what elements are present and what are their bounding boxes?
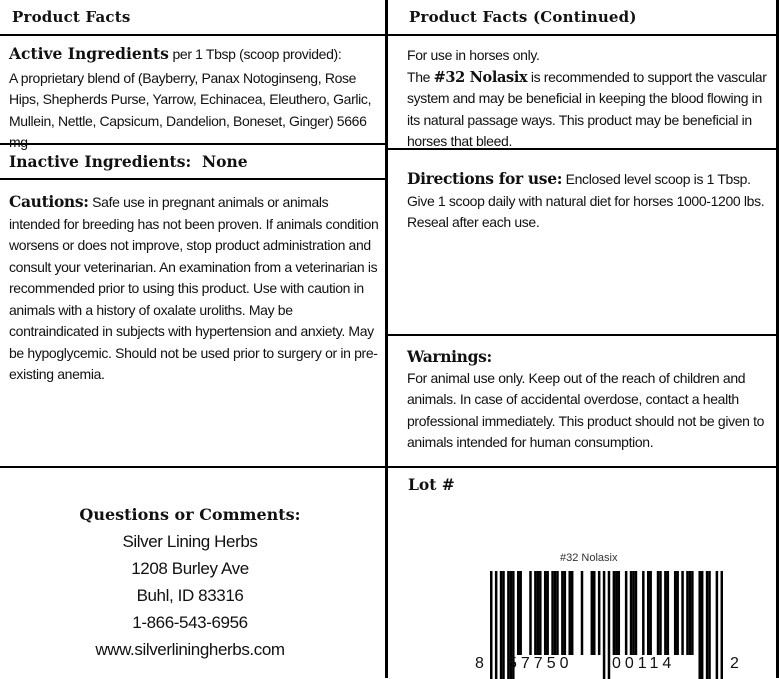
warnings-heading: Warnings: [407,347,492,366]
barcode-bar [534,571,537,655]
cautions-section [9,191,379,386]
barcode-bar [649,571,652,655]
barcode-bar [632,571,635,655]
barcode-bar [681,571,684,655]
barcode-bar [686,571,689,655]
use-section [407,45,769,153]
active-ingredients-dose: per 1 Tbsp (scoop provided): [168,46,342,62]
header-rule-left [0,34,386,36]
contact-heading: Questions or Comments: [79,505,301,524]
barcode-bar [618,571,621,655]
use-description: is recommended to support the vascular system and may be beneficial in keeping the blood flowing in its natural passage ways. This product may be beneficial in horses that bleed. [407,68,767,149]
barcode-bar [635,571,638,655]
barcode-right-group: 00114 [612,655,676,672]
phone-number: 1-866-543-6956 [132,613,248,632]
active-ingredients-text: A proprietary blend of (Bayberry, Panax Notoginseng, Rose Hips, Shepherds Purse, Yarrow, Echinacea, Eleuthero, Garlic, Mullein, Nettle, Capsicum, Dandelion, Boneset, Ginger) 5666 mg [9,69,372,150]
header-rule-right [386,34,779,36]
barcode-bar [603,571,606,679]
barcode-bar [674,571,677,655]
city-state-zip: Buhl, ID 83316 [136,586,244,605]
barcode-bar [647,571,650,655]
left-header: Product Facts [12,8,131,26]
use-line: For use in horses only. [407,47,540,63]
right-header: Product Facts (Continued) [409,8,637,26]
warnings-section [407,346,769,454]
bottom-section-rule [0,466,779,468]
inactive-ingredients-heading: Inactive Ingredients: None [9,152,248,171]
barcode-bar [630,571,633,655]
barcode-bar [659,571,662,655]
barcode-bar [564,571,567,655]
barcode-bar [539,571,542,655]
barcode-bar [519,571,522,655]
barcode-bar [698,571,701,679]
barcode-bar [664,571,667,655]
barcode-left-group: 57750 [508,655,573,672]
product-name: #32 Nolasix [433,68,528,86]
company-name: Silver Lining Herbs [122,532,258,551]
cautions-text: Safe use in pregnant animals or animals intended for breeding has not been proven. If animals condition worsens or does not improve, stop product administration and consult your veterinarian. An examination from a veterinarian is recommended prior to using this product. Use with caution in animals with a history of oxalate uroliths. May be contraindicated in subjects with hypertension and anxiety. May be hypoglycemic. Should not be used prior to surgery or in pre-existing anemia. [9,194,379,382]
barcode-bar [591,571,594,655]
use-prefix: The [407,68,434,85]
contact-section [0,505,380,663]
directions-section [407,168,769,234]
barcode-bar [561,571,564,655]
directions-section-rule [386,334,779,336]
barcode-bar [625,571,628,655]
directions-text: Enclosed level scoop is 1 Tbsp. Give 1 scoop daily with natural diet for horses 1000-1200 lbs. Reseal after each use. [407,171,765,230]
barcode-bar [691,571,694,655]
barcode-bar [571,571,574,655]
barcode-bar [490,571,493,679]
barcode-bar [708,571,711,679]
cautions-heading: Cautions: [9,192,89,211]
barcode-bar [556,571,559,655]
active-ingredients-heading: Active Ingredients [9,44,169,63]
website: www.silverliningherbs.com [95,640,285,659]
barcode-bar [716,571,719,679]
center-divider [385,0,388,678]
barcode-bar [701,571,704,679]
barcode-bar [667,571,670,655]
street-address: 1208 Burley Ave [131,559,249,578]
barcode-bar [657,571,660,655]
barcode-bar [568,571,571,655]
lot-label: Lot # [408,475,455,494]
barcode-bar [581,571,584,655]
warnings-text: For animal use only. Keep out of the reach of children and animals. In case of accidental overdose, contact a health professional immediately. This product should not be given to animals intended for human consumption. [407,369,765,450]
barcode-bar [546,571,549,655]
barcode-bar [554,571,557,655]
barcode-lead-digit: 8 [475,655,484,672]
barcode-bar [689,571,692,655]
barcode-caption: #32 Nolasix [560,552,618,564]
barcode-bar [551,571,554,655]
barcode-bar [544,571,547,655]
barcode-bar [676,571,679,655]
barcode-bar [500,571,503,679]
barcode-bar [608,571,611,679]
barcode-bar [593,571,596,655]
barcode-bar [537,571,540,655]
barcode-bar [529,571,532,655]
barcode-bar [615,571,618,655]
barcode-bar [706,571,709,679]
barcode-bar [721,571,723,679]
barcode-check-digit: 2 [730,655,739,672]
barcode-bar [502,571,505,679]
barcode-bar [495,571,498,679]
barcode-bar [613,571,616,655]
inactive-section-rule [0,178,386,180]
barcode-bar [598,571,601,655]
directions-heading: Directions for use: [407,169,563,188]
barcode-bar [642,571,645,655]
barcode-bar [517,571,520,655]
active-ingredients-section [9,44,379,154]
